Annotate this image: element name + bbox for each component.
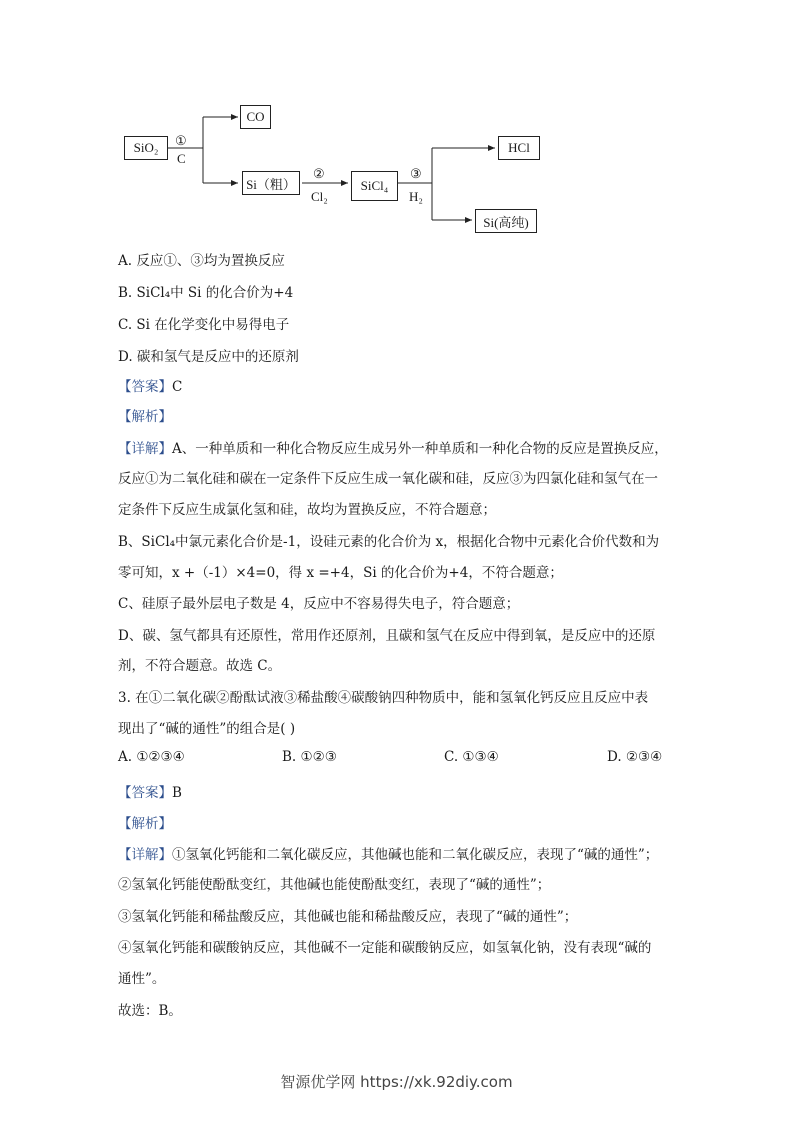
q3-option-d: D. ②③④ xyxy=(607,749,663,765)
step2-number: ② xyxy=(313,166,325,181)
q2-detail-line-6: C、硅原子最外层电子数是 4，反应中不容易得失电子，符合题意； xyxy=(118,596,520,612)
q3-option-b: B. ①②③ xyxy=(282,749,337,765)
q2-detail-line-5: 零可知，x +（-1）×4=0，得 x =+4，Si 的化合价为+4，不符合题意； xyxy=(118,565,563,581)
q2-detail-line-7: D、碳、氢气都具有还原性，常用作还原剂，且碳和氢气在反应中得到氧，是反应中的还原 xyxy=(118,628,656,644)
q2-detail-line-2: 反应①为二氧化硅和碳在一定条件下反应生成一氧化碳和硅，反应③为四氯化硅和氢气在一 xyxy=(118,471,658,487)
q2-option-d: D. 碳和氢气是反应中的还原剂 xyxy=(118,349,299,365)
step3-reagent: H₂ xyxy=(409,189,423,204)
q3-detail-text-1: ①氢氧化钙能和二氧化碳反应，其他碱也能和二氧化碳反应，表现了“碱的通性”； xyxy=(172,847,659,863)
q2-option-c: C. Si 在化学变化中易得电子 xyxy=(118,317,290,333)
box-co: CO xyxy=(240,105,271,129)
step1-reagent: C xyxy=(177,151,186,166)
box-si-crude: Si（粗） xyxy=(242,171,300,195)
q2-detail-tag: 【详解】 xyxy=(118,441,172,457)
q3-answer: B xyxy=(172,785,182,801)
q3-analysis-tag: 【解析】 xyxy=(118,816,172,832)
box-hcl: HCl xyxy=(498,136,540,160)
q2-detail-line-1 xyxy=(118,437,668,457)
q2-answer-line xyxy=(118,375,182,395)
q3-detail-line-4: ④氢氧化钙能和碳酸钠反应，其他碱不一定能和碳酸钠反应，如氢氧化钠，没有表现“碱的 xyxy=(118,940,652,956)
box-sicl4: SiCl₄ xyxy=(351,171,398,201)
q3-stem-line-1: 3. 在①二氧化碳②酚酞试液③稀盐酸④碳酸钠四种物质中，能和氢氧化钙反应且反应中表 xyxy=(118,690,649,706)
q2-detail-line-3: 定条件下反应生成氯化氢和硅，故均为置换反应，不符合题意； xyxy=(118,502,496,518)
q2-analysis-tag: 【解析】 xyxy=(118,409,172,425)
q3-option-c: C. ①③④ xyxy=(444,749,499,765)
q2-detail-line-4: B、SiCl₄中氯元素化合价是-1，设硅元素的化合价为 x，根据化合物中元素化合价代数和为 xyxy=(118,534,660,550)
box-sio2: SiO₂ xyxy=(124,136,168,160)
step2-reagent: Cl₂ xyxy=(311,189,328,204)
q2-option-b: B. SiCl₄中 Si 的化合价为+4 xyxy=(118,285,294,301)
q3-detail-tag: 【详解】 xyxy=(118,847,172,863)
q3-detail-line-6: 故选：B。 xyxy=(118,1003,182,1019)
q3-detail-line-1 xyxy=(118,843,658,863)
q3-detail-line-3: ③氢氧化钙能和稀盐酸反应，其他碱也能和稀盐酸反应，表现了“碱的通性”； xyxy=(118,909,578,925)
q2-detail-line-8: 剂，不符合题意。故选 C。 xyxy=(118,658,282,674)
q2-option-a: A. 反应①、③均为置换反应 xyxy=(118,253,285,269)
diagram-arrows xyxy=(0,0,793,260)
q3-answer-tag: 【答案】 xyxy=(118,785,172,801)
q2-answer-tag: 【答案】 xyxy=(118,379,172,395)
q2-analysis-line xyxy=(118,405,172,425)
footer-watermark: 智源优学网 https://xk.92diy.com xyxy=(280,1073,513,1091)
q3-option-a: A. ①②③④ xyxy=(118,749,185,765)
step1-number: ① xyxy=(175,133,187,148)
q2-answer: C xyxy=(172,379,183,395)
q3-detail-line-2: ②氢氧化钙能使酚酞变红，其他碱也能使酚酞变红，表现了“碱的通性”； xyxy=(118,877,551,893)
q2-detail-text-1: A、一种单质和一种化合物反应生成另外一种单质和一种化合物的反应是置换反应， xyxy=(172,441,668,457)
q3-detail-line-5: 通性”。 xyxy=(118,971,166,987)
q3-analysis-line xyxy=(118,812,172,832)
step3-number: ③ xyxy=(410,166,422,181)
q3-answer-line xyxy=(118,781,182,801)
box-si-pure: Si(高纯) xyxy=(475,209,537,233)
q3-stem-line-2: 现出了“碱的通性”的组合是( ) xyxy=(118,721,296,737)
